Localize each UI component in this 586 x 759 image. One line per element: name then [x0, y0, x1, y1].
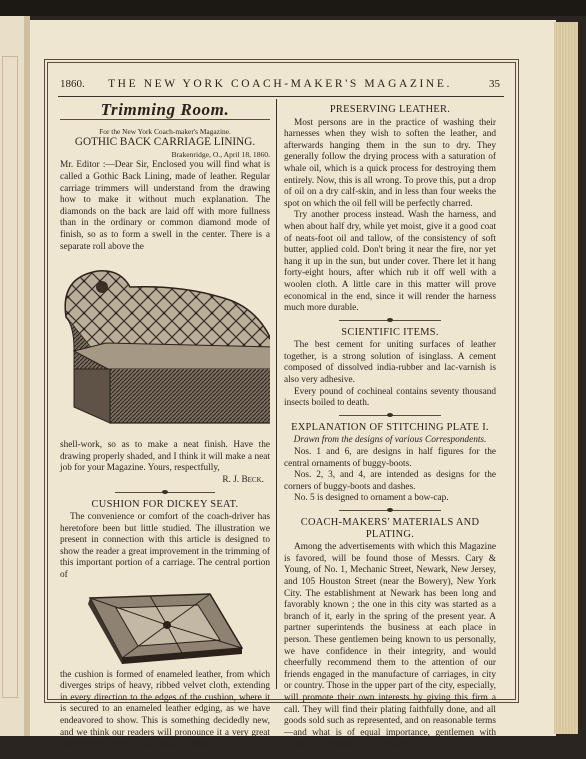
running-header: [60, 78, 500, 94]
left-column: [60, 100, 270, 751]
scan-top-shadow: [0, 0, 586, 16]
column-divider: [276, 99, 277, 689]
section-ornament: [60, 490, 270, 495]
article-subtitle: Drawn from the designs of various Correspondents.: [293, 435, 487, 446]
article-paragraph: Try another process instead. Wash the harness, and when about half dry, while yet moist, give it a good coat of neats-foot oil and tallow, of the consistency of soft butter, applied cold. Don't bring it near the fire, nor yet hang it up in the sun, but under cover. There let it hang forty-eight hours, after which rub it off well with a woolen cloth. A little care in this matter will prove economical in the end, since it will render the harness much more durable.: [284, 210, 496, 314]
page-stack-edge: [554, 22, 578, 734]
section-ornament: [284, 508, 496, 513]
article-title-stitching-plate: EXPLANATION OF STITCHING PLATE I.: [291, 421, 489, 433]
article-title-materials-plating: COACH-MAKERS' MATERIALS AND PLATING.: [300, 517, 480, 540]
article-paragraph: Most persons are in the practice of washing their harnesses when they wish to soften the leather, and afterwards hanging them in the sun to dry. They generally follow the drying process with a saturation of whale oil, which is a quick process for destroying them entirely. Now, this is all wrong. To prove this, put a drop of oil on a dry calf-skin, and in less than four weeks the spot on which the oil fell will be perfectly charred.: [284, 117, 496, 209]
page-number: 35: [489, 78, 500, 90]
section-ornament: [284, 413, 496, 418]
article-paragraph: Mr. Editor :—Dear Sir, Enclosed you will find what is called a Gothic Back Lining, made of leather. Regular carriage trimmers will understand from the drawing how to make it without much explanation. The diamonds on the back are laid off with more fullness than in the ordinary or common diamond mode of finish, so as to form a swell in the center. There is a separate roll above the: [60, 160, 270, 252]
article-title-scientific-items: SCIENTIFIC ITEMS.: [341, 326, 439, 338]
article-paragraph: The best cement for uniting surfaces of leather together, is a strong solution of isinglass. A cement composed of dissolved india-rubber and lac-varnish is also very adhesive.: [284, 340, 496, 386]
article-paragraph: shell-work, so as to make a neat finish. Have the drawing properly shaded, and I think it will make a neat job for your Magazine. Yours, respectfully,: [60, 440, 270, 474]
article-paragraph: Among the advertisements with which this Magazine is favored, will be found those of Messrs. Cary & Young, of No. 1, Mechanic Street, Newark, New Jersey, and 105 Houston Street (near the Bowery), New York City. The establishment at Newark has been long and favorably known ; the one in this city was started as a branch of it, early in the spring of the present year. A partner superintends the business at each place in person. These gentlemen being known to us personally, we have confidence in their integrity, and would cheerfully recommend them to the attention of our friends engaged in the manufacture of carriages, in city or country. Those in the upper part of the city, especially, will promote their own interests by giving this firm a call. They will find their plating faithfully done, and all goods sold such as represented, and on reasonable terms—and what is of equal importance, gentlemen with whom it is pleasant to do business.: [284, 542, 496, 750]
article-title-dickey-seat: CUSHION FOR DICKEY SEAT.: [91, 498, 239, 510]
header-rule: [58, 96, 504, 97]
article-title-gothic-lining: GOTHIC BACK CARRIAGE LINING.: [74, 136, 256, 149]
section-ornament: [284, 318, 496, 323]
header-year: 1860.: [60, 78, 85, 90]
article-paragraph: the cushion is formed of enameled leather, from which diverges strips of heavy, ribbed velvet cloth, extending in every direction to the edges of the cushion, where it is secured to an enameled leather edging, as we have endeavored to show. This is something decidedly new, and we think our readers will pronounce it a very great improvement over the old mode of finish.: [60, 669, 270, 750]
article-title-preserving-leather: PRESERVING LEATHER.: [329, 104, 451, 115]
dateline: Brakenridge, O., April 18, 1860.: [171, 149, 270, 159]
department-heading: Trimming Room.: [100, 100, 230, 119]
article-paragraph: Every pound of cochineal contains seventy thousand insects boiled to death.: [284, 386, 496, 409]
gothic-lining-illustration: [60, 257, 270, 437]
credit-line: For the New York Coach-maker's Magazine.: [99, 126, 231, 136]
right-column: [284, 104, 496, 751]
dickey-seat-cushion-illustration: [60, 588, 270, 666]
facing-page-edge: [0, 16, 25, 736]
article-paragraph: No. 5 is designed to ornament a bow-cap.: [294, 493, 449, 504]
header-title: THE NEW YORK COACH-MAKER'S MAGAZINE.: [108, 78, 452, 90]
article-paragraph: Nos. 2, 3, and 4, are intended as designs for the corners of buggy-boots and dashes.: [284, 470, 496, 492]
article-paragraph: Nos. 1 and 6, are designs in half figures for the central ornaments of buggy-boots.: [284, 447, 496, 469]
signature: R. J. Beck.: [222, 474, 264, 485]
article-paragraph: The convenience or comfort of the coach-driver has heretofore been but little studied. The illustration we present in connection with this article is designed to show the reader a great improvement in the trimming of this important portion of a carriage. The central portion of: [60, 512, 270, 581]
